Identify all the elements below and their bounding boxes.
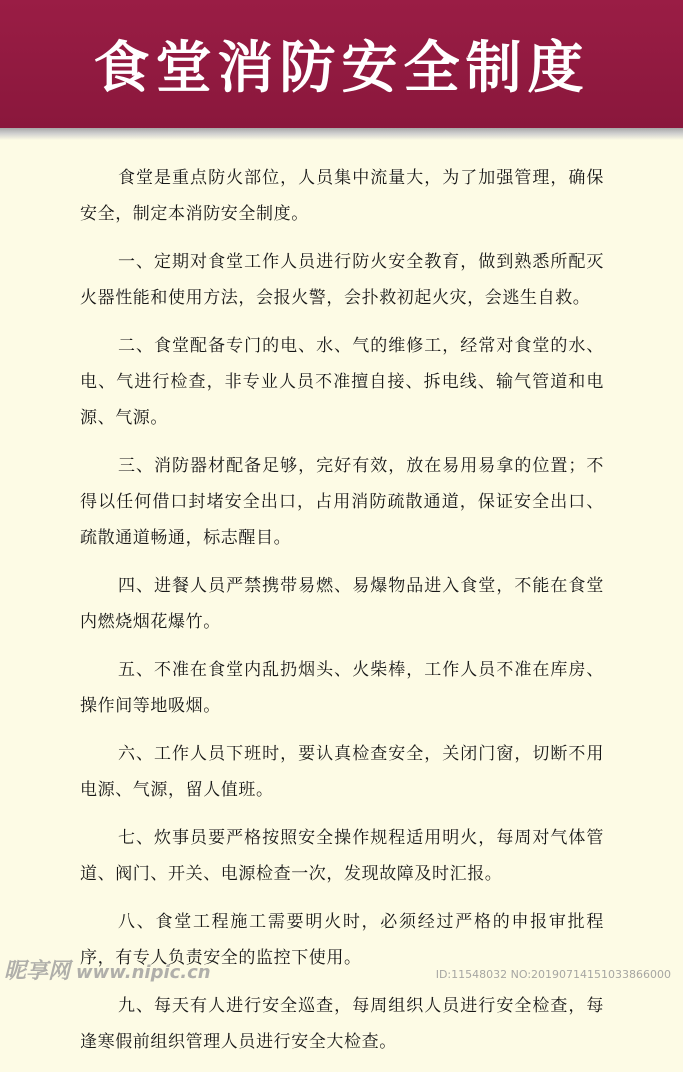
rule-3: 三、消防器材配备足够，完好有效，放在易用易拿的位置；不得以任何借口封堵安全出口，占用消防疏散通道，保证安全出口、疏散通道畅通，标志醒目。 [80, 456, 604, 548]
watermark-brand [4, 954, 211, 985]
rule-4: 四、进餐人员严禁携带易燃、易爆物品进入食堂，不能在食堂内燃烧烟花爆竹。 [80, 576, 604, 632]
header-shadow [0, 128, 683, 140]
page-title: 食堂消防安全制度 [93, 36, 590, 101]
rule-1: 一、定期对食堂工作人员进行防火安全教育，做到熟悉所配灭火器性能和使用方法，会报火警，会扑救初起火灾，会逃生自救。 [80, 252, 604, 308]
rule-5: 五、不准在食堂内乱扔烟头、火柴棒，工作人员不准在库房、操作间等地吸烟。 [80, 660, 604, 716]
header-banner [0, 0, 683, 128]
regulation-body [80, 160, 604, 1072]
rule-9: 九、每天有人进行安全巡查，每周组织人员进行安全检查，每逢寒假前组织管理人员进行安全大检查。 [80, 996, 604, 1052]
watermark-brand-text: 昵享网 [4, 959, 71, 984]
watermark-id: ID:11548032 NO:20190714151033866000 [435, 968, 671, 981]
rule-6: 六、工作人员下班时，要认真检查安全，关闭门窗，切断不用电源、气源，留人值班。 [80, 744, 604, 800]
intro-paragraph: 食堂是重点防火部位，人员集中流量大，为了加强管理，确保安全，制定本消防安全制度。 [80, 168, 604, 224]
rule-8: 八、食堂工程施工需要明火时，必须经过严格的申报审批程序，有专人负责安全的监控下使用。 [80, 912, 604, 968]
rule-2: 二、食堂配备专门的电、水、气的维修工，经常对食堂的水、电、气进行检查，非专业人员不准擅自接、拆电线、输气管道和电源、气源。 [80, 336, 604, 428]
rule-7: 七、炊事员要严格按照安全操作规程适用明火，每周对气体管道、阀门、开关、电源检查一次，发现故障及时汇报。 [80, 828, 604, 884]
watermark-site: www.nipic.cn [76, 962, 211, 983]
